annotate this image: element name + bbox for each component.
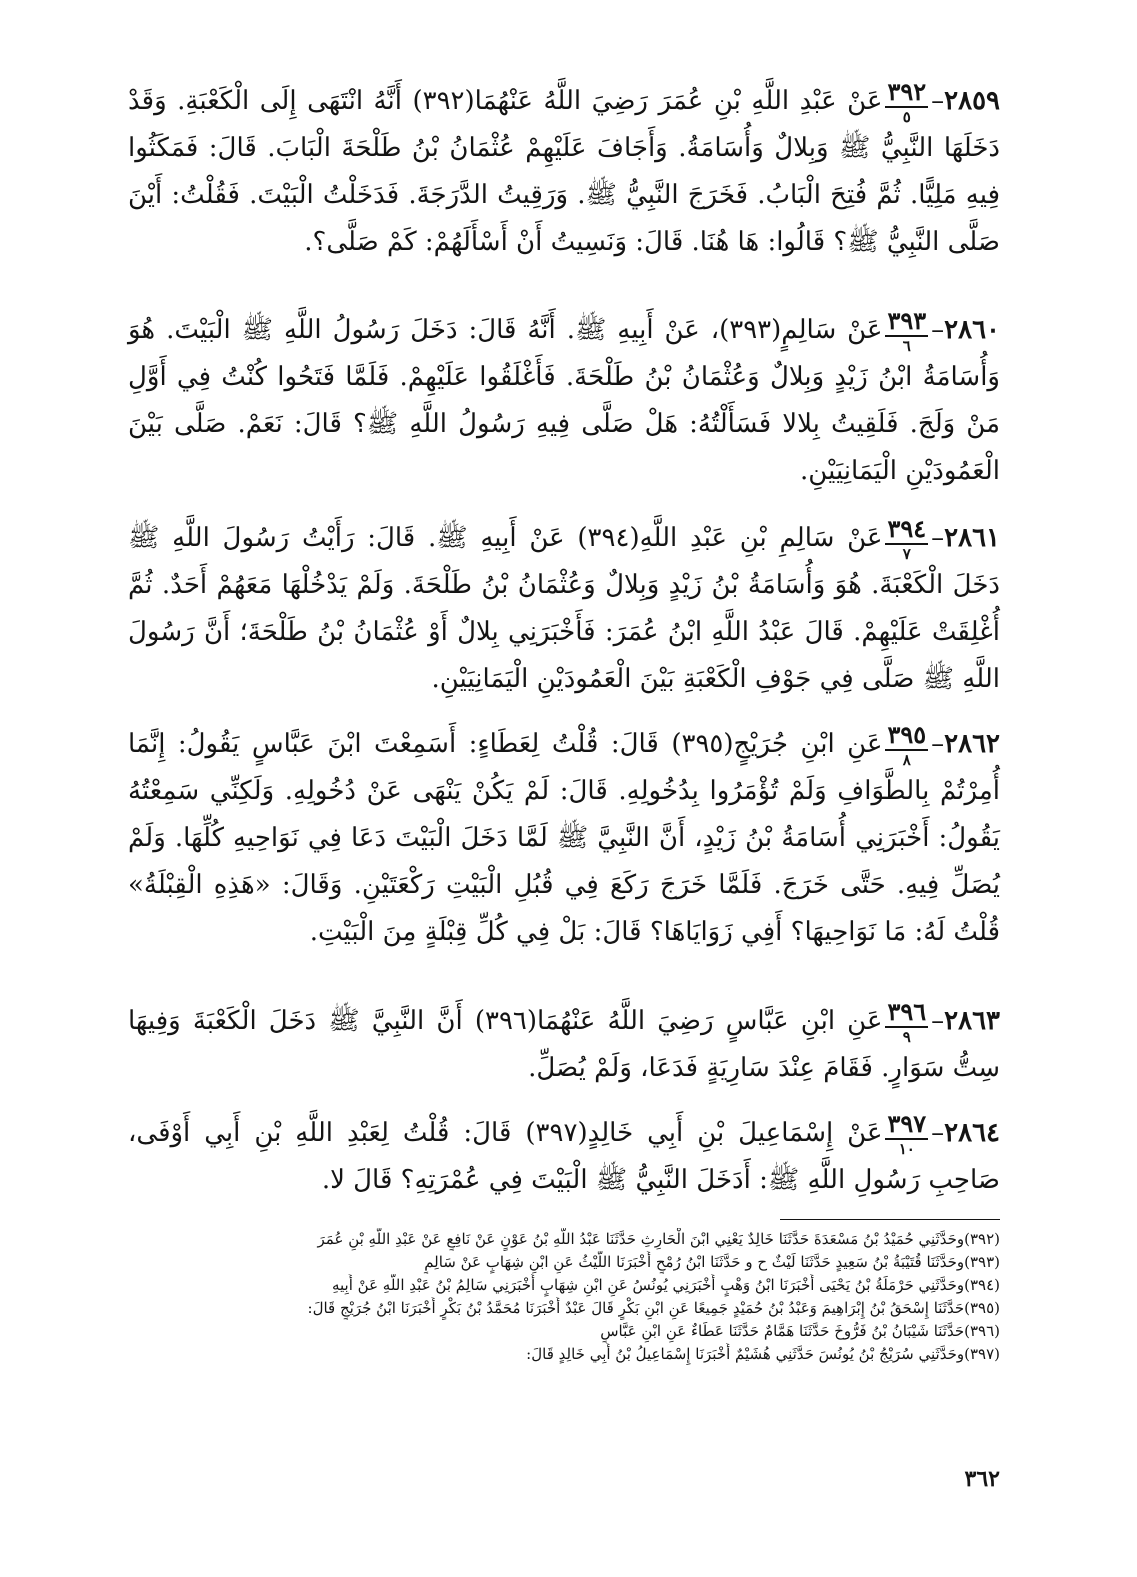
page-number: ٣٦٢: [964, 1466, 1000, 1492]
hadith-number: ٢٨٦٢: [944, 729, 1001, 759]
footnote: (٣٩٤)وحَدَّثَنِي حَرْمَلَةُ بْنُ يَحْيَى أَخْبَرَنَا ابْنُ وَهْبٍ أَخْبَرَنِي يُونُسُ عَنِ ابْنِ شِهَابٍ أَخْبَرَنِي سَالِمُ بْنُ عَبْدِ اللَّهِ عَنْ أَبِيهِ: [331, 1276, 1000, 1294]
hadith-2863: ٢٨٦٣– $\frac{٣٩٦}{٩}$ عَنِ ابْنِ عَبَّاسٍ رَضِيَ اللَّهُ عَنْهُمَا(٣٩٦) أَنَّ النَّبِيَّ ﷺ دَخَلَ الْكَعْبَةَ وَفِيهَا سِتُّ سَوَارٍ. فَقَامَ عِنْدَ سَارِيَةٍ فَدَعَا، وَلَمْ يُصَلِّ.: [128, 996, 1001, 1083]
sub-number: $\frac{٣٩٥}{٨}$: [887, 719, 927, 769]
hadith-2862: ٢٨٦٢– $\frac{٣٩٥}{٨}$ عَنِ ابْنِ جُرَيْجٍ(٣٩٥) قَالَ: قُلْتُ لِعَطَاءٍ: أَسَمِعْتَ ابْنَ عَبَّاسٍ يَقُولُ: إِنَّمَا أُمِرْتُمْ بِالطَّوَافِ وَلَمْ تُؤْمَرُوا بِدُخُولِهِ. قَالَ: لَمْ يَكُنْ يَنْهَى عَنْ دُخُولِهِ. وَلَكِنِّي سَمِعْتُهُ يَقُولُ: أَخْبَرَنِي أُسَامَةُ بْنُ زَيْدٍ، أَنَّ النَّبِيَّ ﷺ لَمَّا دَخَلَ الْبَيْتَ دَعَا فِي نَوَاحِيهِ كُلِّهَا. وَلَمْ يُصَلِّ فِيهِ. حَتَّى خَرَجَ. فَلَمَّا خَرَجَ رَكَعَ فِي قُبُلِ الْبَيْتِ رَكْعَتَيْنِ. وَقَالَ: «هَذِهِ الْقِبْلَةُ» قُلْتُ لَهُ: مَا نَوَاحِيهَا؟ أَفِي زَوَايَاهَا؟ قَالَ: بَلْ فِي كُلِّ قِبْلَةٍ مِنَ الْبَيْتِ.: [128, 719, 1001, 947]
hadith-text: عَنْ سَالِمِ بْنِ عَبْدِ اللَّهِ(٣٩٤) عَنْ أَبِيهِ ﷺ. قَالَ: رَأَيْتُ رَسُولَ اللَّهِ ﷺ دَخَلَ الْكَعْبَةَ. هُوَ وَأُسَامَةُ بْنُ زَيْدٍ وَبِلالٌ وَعُثْمَانُ بْنُ طَلْحَةَ. وَلَمْ يَدْخُلْهَا مَعَهُمْ أَحَدٌ. ثُمَّ أُغْلِقَتْ عَلَيْهِمْ. قَالَ عَبْدُ اللَّهِ ابْنُ عُمَرَ: فَأَخْبَرَنِي بِلالٌ أَوْ عُثْمَانُ بْنُ طَلْحَةَ؛ أَنَّ رَسُولَ اللَّهِ ﷺ صَلَّى فِي جَوْفِ الْكَعْبَةِ بَيْنَ الْعَمُودَيْنِ الْيَمَانِيَيْنِ.: [128, 523, 1000, 694]
footnote: (٣٩٦)حَدَّثَنَا شَيْبَانُ بْنُ فَرُّوخَ حَدَّثَنَا هَمَّامٌ حَدَّثَنَا عَطَاءٌ عَنِ ابْنِ عَبَّاسٍ: [600, 1322, 1000, 1340]
footnotes: [128, 1228, 1000, 1366]
footnote: (٣٩٣)وحَدَّثَنَا قُتَيْبَةُ بْنُ سَعِيدٍ حَدَّثَنَا لَيْثٌ ح و حَدَّثَنَا ابْنُ رُمْحٍ أَخْبَرَنَا اللَّيْثُ عَنِ ابْنِ شِهَابٍ عَنْ سَالِمٍ: [424, 1253, 1000, 1271]
footnote: (٣٩٧)وحَدَّثَنِي سُرَيْجُ بْنُ يُونُسَ حَدَّثَنِي هُشَيْمٌ أَخْبَرَنَا إِسْمَاعِيلُ بْنُ أَبِي خَالِدٍ قَالَ:: [526, 1345, 1000, 1363]
hadith-2859: ٢٨٥٩– $\frac{٣٩٢}{٥}$ عَنْ عَبْدِ اللَّهِ بْنِ عُمَرَ رَضِيَ اللَّهُ عَنْهُمَا(٣٩٢) أَنَّهُ انْتَهَى إِلَى الْكَعْبَةِ. وَقَدْ دَخَلَهَا النَّبِيُّ ﷺ وَبِلالٌ وَأُسَامَةُ. وَأَجَافَ عَلَيْهِمْ عُثْمَانُ بْنُ طَلْحَةَ الْبَابَ. قَالَ: فَمَكَثُوا فِيهِ مَلِيًّا. ثُمَّ فُتِحَ الْبَابُ. فَخَرَجَ النَّبِيُّ ﷺ. وَرَقِيتُ الدَّرَجَةَ. فَدَخَلْتُ الْبَيْتَ. فَقُلْتُ: أَيْنَ صَلَّى النَّبِيُّ ﷺ؟ قَالُوا: هَا هُنَا. قَالَ: وَنَسِيتُ أَنْ أَسْأَلَهُمْ: كَمْ صَلَّى؟.: [128, 76, 1000, 257]
hadith-number: ٢٨٦٣: [944, 1006, 1001, 1036]
sub-number: $\frac{٣٩٦}{٩}$: [887, 996, 927, 1046]
hadith-text: عَنِ ابْنِ عَبَّاسٍ رَضِيَ اللَّهُ عَنْهُمَا(٣٩٦) أَنَّ النَّبِيَّ ﷺ دَخَلَ الْكَعْبَةَ وَفِيهَا سِتُّ سَوَارٍ. فَقَامَ عِنْدَ سَارِيَةٍ فَدَعَا، وَلَمْ يُصَلِّ.: [128, 1006, 1000, 1083]
hadith-number: ٢٨٦٠: [944, 315, 1000, 345]
footnote: (٣٩٥)حَدَّثَنَا إِسْحَقُ بْنُ إِبْرَاهِيمَ وَعَبْدُ بْنُ حُمَيْدٍ جَمِيعًا عَنِ ابْنِ بَكْرٍ قَالَ عَبْدٌ أَخْبَرَنَا مُحَمَّدُ بْنُ بَكْرٍ أَخْبَرَنَا ابْنُ جُرَيْجٍ قَالَ:: [307, 1299, 1000, 1317]
hadith-number: ٢٨٥٩: [944, 86, 1000, 116]
hadith-number: ٢٨٦١: [944, 523, 1001, 553]
hadith-text: عَنْ إِسْمَاعِيلَ بْنِ أَبِي خَالِدٍ(٣٩٧) قَالَ: قُلْتُ لِعَبْدِ اللَّهِ بْنِ أَبِي أَوْفَى، صَاحِبِ رَسُولِ اللَّهِ ﷺ: أَدَخَلَ النَّبِيُّ ﷺ الْبَيْتَ فِي عُمْرَتِهِ؟ قَالَ لا.: [128, 1118, 1000, 1195]
footnote-separator: [780, 1219, 1000, 1220]
hadith-2861: ٢٨٦١– $\frac{٣٩٤}{٧}$ عَنْ سَالِمِ بْنِ عَبْدِ اللَّهِ(٣٩٤) عَنْ أَبِيهِ ﷺ. قَالَ: رَأَيْتُ رَسُولَ اللَّهِ ﷺ دَخَلَ الْكَعْبَةَ. هُوَ وَأُسَامَةُ بْنُ زَيْدٍ وَبِلالٌ وَعُثْمَانُ بْنُ طَلْحَةَ. وَلَمْ يَدْخُلْهَا مَعَهُمْ أَحَدٌ. ثُمَّ أُغْلِقَتْ عَلَيْهِمْ. قَالَ عَبْدُ اللَّهِ ابْنُ عُمَرَ: فَأَخْبَرَنِي بِلالٌ أَوْ عُثْمَانُ بْنُ طَلْحَةَ؛ أَنَّ رَسُولَ اللَّهِ ﷺ صَلَّى فِي جَوْفِ الْكَعْبَةِ بَيْنَ الْعَمُودَيْنِ الْيَمَانِيَيْنِ.: [128, 513, 1001, 694]
sub-number: $\frac{٣٩٧}{١٠}$: [887, 1108, 927, 1158]
hadith-2860: ٢٨٦٠– $\frac{٣٩٣}{٦}$ عَنْ سَالِمٍ(٣٩٣)، عَنْ أَبِيهِ ﷺ. أَنَّهُ قَالَ: دَخَلَ رَسُولُ اللَّهِ ﷺ الْبَيْتَ. هُوَ وَأُسَامَةُ ابْنُ زَيْدٍ وَبِلالٌ وَعُثْمَانُ بْنُ طَلْحَةَ. فَأَغْلَقُوا عَلَيْهِمْ. فَلَمَّا فَتَحُوا كُنْتُ فِي أَوَّلِ مَنْ وَلَجَ. فَلَقِيتُ بِلالا فَسَأَلْتُهُ: هَلْ صَلَّى فِيهِ رَسُولُ اللَّهِ ﷺ؟ قَالَ: نَعَمْ. صَلَّى بَيْنَ الْعَمُودَيْنِ الْيَمَانِيَيْنِ.: [128, 305, 1000, 486]
hadith-2864: ٢٨٦٤– $\frac{٣٩٧}{١٠}$ عَنْ إِسْمَاعِيلَ بْنِ أَبِي خَالِدٍ(٣٩٧) قَالَ: قُلْتُ لِعَبْدِ اللَّهِ بْنِ أَبِي أَوْفَى، صَاحِبِ رَسُولِ اللَّهِ ﷺ: أَدَخَلَ النَّبِيُّ ﷺ الْبَيْتَ فِي عُمْرَتِهِ؟ قَالَ لا.: [128, 1108, 1000, 1195]
sub-number: $\frac{٣٩٣}{٦}$: [887, 305, 927, 355]
hadith-text: عَنْ عَبْدِ اللَّهِ بْنِ عُمَرَ رَضِيَ اللَّهُ عَنْهُمَا(٣٩٢) أَنَّهُ انْتَهَى إِلَى الْكَعْبَةِ. وَقَدْ دَخَلَهَا النَّبِيُّ ﷺ وَبِلالٌ وَأُسَامَةُ. وَأَجَافَ عَلَيْهِمْ عُثْمَانُ بْنُ طَلْحَةَ الْبَابَ. قَالَ: فَمَكَثُوا فِيهِ مَلِيًّا. ثُمَّ فُتِحَ الْبَابُ. فَخَرَجَ النَّبِيُّ ﷺ. وَرَقِيتُ الدَّرَجَةَ. فَدَخَلْتُ الْبَيْتَ. فَقُلْتُ: أَيْنَ صَلَّى النَّبِيُّ ﷺ؟ قَالُوا: هَا هُنَا. قَالَ: وَنَسِيتُ أَنْ أَسْأَلَهُمْ: كَمْ صَلَّى؟.: [128, 86, 1000, 257]
hadith-text: عَنْ سَالِمٍ(٣٩٣)، عَنْ أَبِيهِ ﷺ. أَنَّهُ قَالَ: دَخَلَ رَسُولُ اللَّهِ ﷺ الْبَيْتَ. هُوَ وَأُسَامَةُ ابْنُ زَيْدٍ وَبِلالٌ وَعُثْمَانُ بْنُ طَلْحَةَ. فَأَغْلَقُوا عَلَيْهِمْ. فَلَمَّا فَتَحُوا كُنْتُ فِي أَوَّلِ مَنْ وَلَجَ. فَلَقِيتُ بِلالا فَسَأَلْتُهُ: هَلْ صَلَّى فِيهِ رَسُولُ اللَّهِ ﷺ؟ قَالَ: نَعَمْ. صَلَّى بَيْنَ الْعَمُودَيْنِ الْيَمَانِيَيْنِ.: [128, 315, 1000, 486]
footnote: (٣٩٢)وحَدَّثَنِي حُمَيْدُ بْنُ مَسْعَدَةَ حَدَّثَنَا خَالِدٌ يَعْنِي ابْنَ الْحَارِثِ حَدَّثَنَا عَبْدُ اللَّهِ بْنُ عَوْنٍ عَنْ نَافِعٍ عَنْ عَبْدِ اللَّهِ بْنِ عُمَرَ: [317, 1230, 1000, 1248]
hadith-number: ٢٨٦٤: [944, 1118, 1000, 1148]
hadith-text: عَنِ ابْنِ جُرَيْجٍ(٣٩٥) قَالَ: قُلْتُ لِعَطَاءٍ: أَسَمِعْتَ ابْنَ عَبَّاسٍ يَقُولُ: إِنَّمَا أُمِرْتُمْ بِالطَّوَافِ وَلَمْ تُؤْمَرُوا بِدُخُولِهِ. قَالَ: لَمْ يَكُنْ يَنْهَى عَنْ دُخُولِهِ. وَلَكِنِّي سَمِعْتُهُ يَقُولُ: أَخْبَرَنِي أُسَامَةُ بْنُ زَيْدٍ، أَنَّ النَّبِيَّ ﷺ لَمَّا دَخَلَ الْبَيْتَ دَعَا فِي نَوَاحِيهِ كُلِّهَا. وَلَمْ يُصَلِّ فِيهِ. حَتَّى خَرَجَ. فَلَمَّا خَرَجَ رَكَعَ فِي قُبُلِ الْبَيْتِ رَكْعَتَيْنِ. وَقَالَ: «هَذِهِ الْقِبْلَةُ» قُلْتُ لَهُ: مَا نَوَاحِيهَا؟ أَفِي زَوَايَاهَا؟ قَالَ: بَلْ فِي كُلِّ قِبْلَةٍ مِنَ الْبَيْتِ.: [128, 729, 1000, 947]
sub-number: $\frac{٣٩٢}{٥}$: [887, 76, 927, 126]
sub-number: $\frac{٣٩٤}{٧}$: [887, 513, 927, 563]
